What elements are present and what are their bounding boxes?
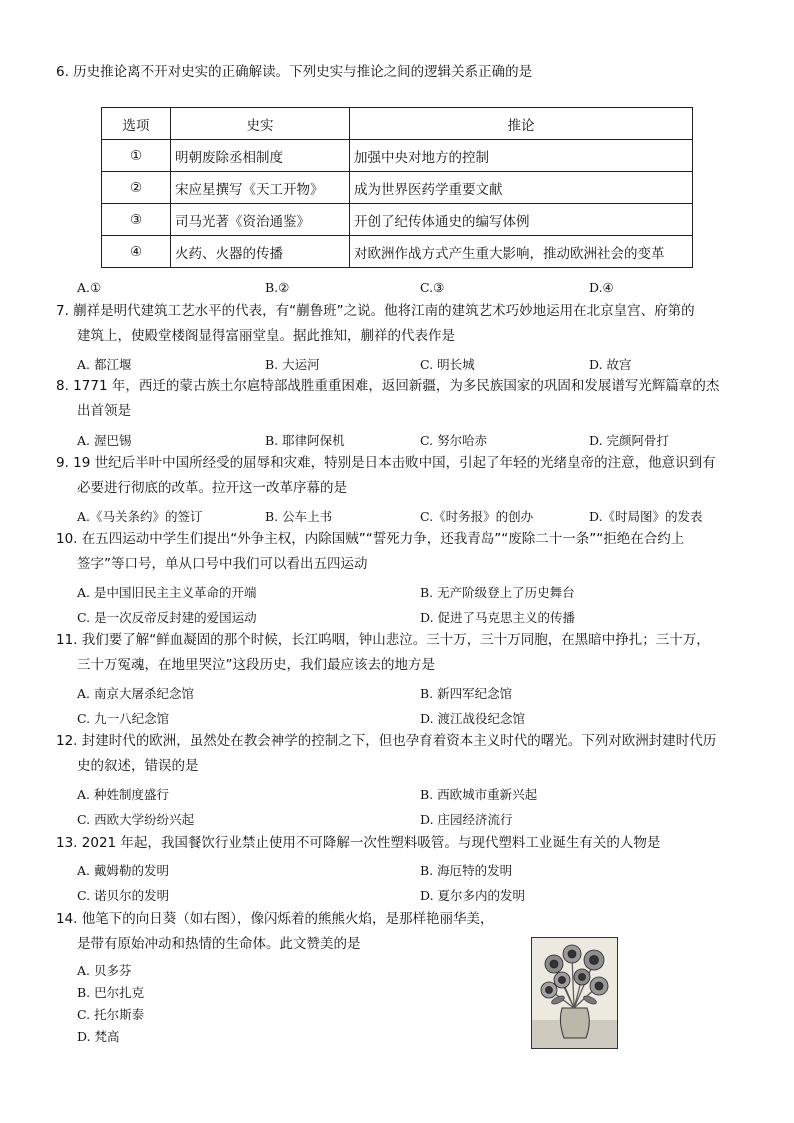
q7-option-b: B. 大运河 — [265, 357, 320, 372]
q14-option-d: D. 梵高 — [77, 1029, 120, 1044]
table-row — [102, 204, 693, 236]
table-cell: 宋应星撰写《天工开物》 — [171, 172, 350, 204]
table-header-row — [102, 108, 693, 140]
q8-option-a: A. 渥巴锡 — [77, 433, 132, 448]
q6-stem: 6. 历史推论离不开对史实的正确解读。下列史实与推论之间的逻辑关系正确的是 — [56, 64, 533, 80]
q9-stem-line-2: 必要进行彻底的改革。拉开这一改革序幕的是 — [77, 480, 347, 496]
q11-option-c: C. 九一八纪念馆 — [77, 711, 170, 726]
sunflowers-painting-image — [531, 937, 618, 1049]
q12-option-c: C. 西欧大学纷纷兴起 — [77, 812, 195, 827]
table-cell: 司马光著《资治通鉴》 — [171, 204, 350, 236]
table-cell: ② — [102, 172, 171, 204]
q14-stem-line-1: 14. 他笔下的向日葵（如右图），像闪烁着的熊熊火焰，是那样艳丽华美， — [56, 911, 494, 927]
q12-stem-line-2: 史的叙述，错误的是 — [77, 758, 199, 774]
table-cell: ③ — [102, 204, 171, 236]
table-cell: ① — [102, 140, 171, 172]
q6-table — [101, 107, 693, 268]
table-cell: ④ — [102, 236, 171, 268]
q9-option-d: D.《时局图》的发表 — [589, 509, 703, 524]
table-cell: 火药、火器的传播 — [171, 236, 350, 268]
q7-option-d: D. 故宫 — [589, 357, 632, 372]
q11-option-d: D. 渡江战役纪念馆 — [420, 711, 526, 726]
q13-option-b: B. 海厄特的发明 — [420, 863, 513, 878]
q9-option-a: A.《马关条约》的签订 — [77, 509, 203, 524]
q10-option-d: D. 促进了马克思主义的传播 — [420, 610, 576, 625]
table-cell: 开创了纪传体通史的编写体例 — [350, 204, 693, 236]
q13-stem-line-1: 13. 2021 年起，我国餐饮行业禁止使用不可降解一次性塑料吸管。与现代塑料工业诞生有关的人物是 — [56, 835, 661, 851]
table-header: 史实 — [171, 108, 350, 140]
table-cell: 成为世界医药学重要文献 — [350, 172, 693, 204]
q6-option-b: B.② — [265, 280, 290, 295]
q10-option-c: C. 是一次反帝反封建的爱国运动 — [77, 610, 257, 625]
q7-option-a: A. 都江堰 — [77, 357, 132, 372]
q9-option-c: C.《时务报》的创办 — [420, 509, 534, 524]
q11-stem-line-2: 三十万冤魂，在地里哭泣”这段历史，我们最应该去的地方是 — [77, 657, 435, 673]
q12-option-a: A. 种姓制度盛行 — [77, 787, 169, 802]
table-cell: 加强中央对地方的控制 — [350, 140, 693, 172]
table-header: 选项 — [102, 108, 171, 140]
q14-option-a: A. 贝多芬 — [77, 963, 132, 978]
q7-stem-line-2: 建筑上，使殿堂楼阁显得富丽堂皇。据此推知，蒯祥的代表作是 — [77, 328, 455, 344]
q11-option-a: A. 南京大屠杀纪念馆 — [77, 686, 194, 701]
q10-option-b: B. 无产阶级登上了历史舞台 — [420, 585, 575, 600]
q8-option-c: C. 努尔哈赤 — [420, 433, 488, 448]
q6-option-d: D.④ — [589, 280, 614, 295]
q7-option-c: C. 明长城 — [420, 357, 475, 372]
table-row — [102, 140, 693, 172]
q10-stem-line-1: 10. 在五四运动中学生们提出“外争主权，内除国贼”“誓死力争，还我青岛”“废除二十一条”“拒绝在合约上 — [56, 531, 685, 547]
q13-option-c: C. 诺贝尔的发明 — [77, 888, 170, 903]
q8-option-d: D. 完颜阿骨打 — [589, 433, 670, 448]
table-row — [102, 236, 693, 268]
q7-stem-line-1: 7. 蒯祥是明代建筑工艺水平的代表，有“蒯鲁班”之说。他将江南的建筑艺术巧妙地运用在北京皇宫、府第的 — [56, 303, 695, 319]
q12-option-b: B. 西欧城市重新兴起 — [420, 787, 538, 802]
q14-stem-line-2: 是带有原始冲动和热情的生命体。此文赞美的是 — [77, 936, 361, 952]
q13-option-a: A. 戴姆勒的发明 — [77, 863, 169, 878]
q9-option-b: B. 公车上书 — [265, 509, 333, 524]
q12-stem-line-1: 12. 封建时代的欧洲，虽然处在教会神学的控制之下，但也孕育着资本主义时代的曙光。下列对欧洲封建时代历 — [56, 733, 717, 749]
q11-stem-line-1: 11. 我们要了解“鲜血凝固的那个时候，长江呜咽，钟山悲泣。三十万，三十万同胞，在黑暗中挣扎；三十万， — [56, 632, 710, 648]
table-cell: 明朝废除丞相制度 — [171, 140, 350, 172]
table-row — [102, 172, 693, 204]
q6-option-c: C.③ — [420, 280, 445, 295]
q6-option-a: A.① — [77, 280, 102, 295]
table-header: 推论 — [350, 108, 693, 140]
q10-stem-line-2: 签字”等口号，单从口号中我们可以看出五四运动 — [77, 556, 368, 572]
q8-stem-line-1: 8. 1771 年，西迁的蒙古族土尔扈特部战胜重重困难，返回新疆，为多民族国家的巩固和发展谱写光辉篇章的杰 — [56, 378, 720, 394]
q13-option-d: D. 夏尔多内的发明 — [420, 888, 526, 903]
q11-option-b: B. 新四军纪念馆 — [420, 686, 513, 701]
q8-option-b: B. 耶律阿保机 — [265, 433, 345, 448]
q9-stem-line-1: 9. 19 世纪后半叶中国所经受的屈辱和灾难，特别是日本击败中国，引起了年轻的光绪皇帝的注意，他意识到有 — [56, 455, 716, 471]
q8-stem-line-2: 出首领是 — [77, 403, 131, 419]
table-cell: 对欧洲作战方式产生重大影响，推动欧洲社会的变革 — [350, 236, 693, 268]
q14-option-c: C. 托尔斯泰 — [77, 1007, 145, 1022]
q12-option-d: D. 庄园经济流行 — [420, 812, 513, 827]
q14-option-b: B. 巴尔扎克 — [77, 985, 145, 1000]
q10-option-a: A. 是中国旧民主主义革命的开端 — [77, 585, 257, 600]
